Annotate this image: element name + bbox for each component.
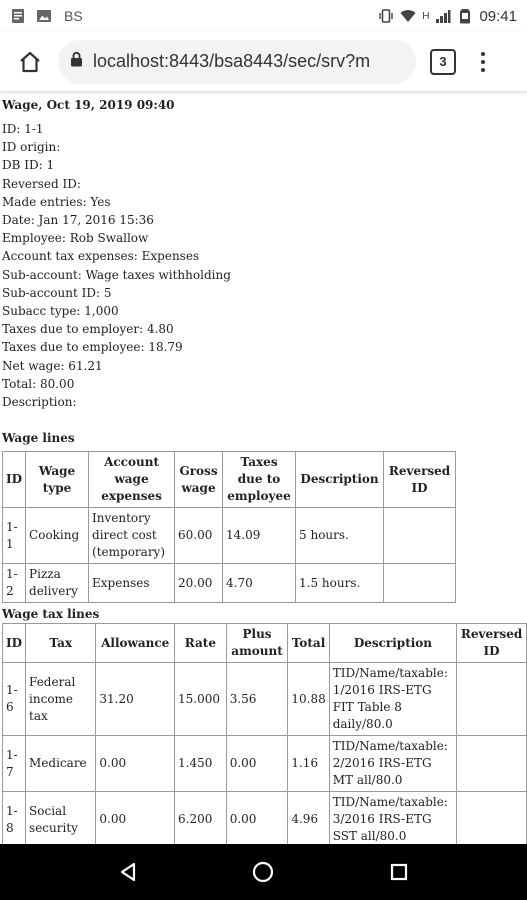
page-title: Wage, Oct 19, 2019 09:40 (2, 98, 175, 112)
home-button[interactable] (10, 42, 50, 82)
field-account-tax-expenses: Account tax expenses: Expenses (2, 249, 200, 264)
table-cell: 20.00 (175, 564, 223, 603)
column-header: Taxes due to employee (223, 452, 296, 508)
table-cell: 1-8 (3, 792, 26, 844)
field-taxes-due-employee: Taxes due to employee: 18.79 (2, 340, 183, 355)
field-date: Date: Jan 17, 2016 15:36 (2, 213, 154, 228)
table-cell: 4.96 (288, 792, 329, 844)
column-header: Account wage expenses (89, 452, 175, 508)
field-description: Description: (2, 395, 77, 410)
table-row (3, 564, 456, 603)
table-cell: 3.56 (226, 663, 288, 736)
field-sub-account: Sub-account: Wage taxes withholding (2, 267, 231, 282)
table-cell: 1-7 (3, 736, 26, 792)
table-cell: 10.88 (288, 663, 329, 736)
document-icon (10, 8, 26, 24)
table-cell: 1-1 (3, 508, 26, 564)
page-content (0, 92, 527, 844)
home-icon (18, 50, 42, 74)
table-cell: 0.00 (96, 736, 175, 792)
field-reversed-id: Reversed ID: (2, 176, 81, 191)
table-cell: 0.00 (96, 792, 175, 844)
table-row (3, 663, 527, 736)
browser-toolbar (0, 32, 527, 92)
column-header: Description (329, 624, 456, 663)
vibrate-icon (378, 8, 394, 24)
url-text: localhost:8443/bsa8443/sec/srv?m (93, 51, 371, 71)
tab-count: 3 (439, 54, 447, 69)
field-made-entries: Made entries: Yes (2, 194, 111, 209)
home-circle-icon (251, 860, 275, 884)
table-cell: Pizza delivery (26, 564, 89, 603)
table-cell: Inventory direct cost (temporary) (89, 508, 175, 564)
table-row (3, 736, 527, 792)
table-cell: Expenses (89, 564, 175, 603)
home-nav-button[interactable] (243, 852, 283, 892)
table-cell: 0.00 (226, 792, 288, 844)
system-nav-bar (0, 844, 527, 900)
table-cell (457, 663, 527, 736)
field-id: ID: 1-1 (2, 122, 44, 136)
table-cell: 15.000 (175, 663, 227, 736)
field-employee: Employee: Rob Swallow (2, 231, 149, 246)
status-time: 09:41 (479, 7, 517, 25)
field-id-origin: ID origin: (2, 140, 61, 155)
table-cell: Medicare (26, 736, 96, 792)
column-header: Plus amount (226, 624, 288, 663)
column-header: Description (296, 452, 384, 508)
table-cell: Cooking (26, 508, 89, 564)
column-header: Rate (175, 624, 227, 663)
status-bar (0, 0, 527, 32)
table-cell: TID/Name/taxable: 2/2016 IRS-ETG MT all/80.0 (329, 736, 456, 792)
table-cell: Social security (26, 792, 96, 844)
column-header: Reversed ID (457, 624, 527, 663)
table-row (3, 792, 527, 844)
column-header: Total (288, 624, 329, 663)
field-taxes-due-employer: Taxes due to employer: 4.80 (2, 322, 174, 337)
field-sub-account-id: Sub-account ID: 5 (2, 285, 112, 300)
tab-switcher-button[interactable] (430, 49, 456, 75)
table-header-row (3, 624, 527, 663)
column-header: Gross wage (175, 452, 223, 508)
wage-lines-table (2, 451, 456, 603)
carrier-label: BS (64, 8, 83, 24)
column-header: ID (3, 452, 26, 508)
back-button[interactable] (108, 852, 148, 892)
column-header: Allowance (96, 624, 175, 663)
table-cell (384, 508, 456, 564)
table-cell: 4.70 (223, 564, 296, 603)
table-cell: TID/Name/taxable: 3/2016 IRS-ETG SST all/80.0 (329, 792, 456, 844)
table-row (3, 508, 456, 564)
table-header-row (3, 452, 456, 508)
wage-fields (2, 120, 527, 411)
field-db-id: DB ID: 1 (2, 158, 55, 173)
table-cell: 31.20 (96, 663, 175, 736)
image-icon (36, 8, 52, 24)
address-bar[interactable] (58, 40, 416, 84)
overflow-menu-button[interactable] (478, 49, 488, 75)
field-net-wage: Net wage: 61.21 (2, 358, 103, 373)
table-cell: 1-2 (3, 564, 26, 603)
table-cell: 14.09 (223, 508, 296, 564)
recents-icon (389, 862, 409, 882)
table-cell: 1-6 (3, 663, 26, 736)
more-vert-icon (481, 52, 485, 56)
table-cell (457, 736, 527, 792)
table-cell: Federal income tax (26, 663, 96, 736)
table-cell: 1.5 hours. (296, 564, 384, 603)
table-cell: TID/Name/taxable: 1/2016 IRS-ETG FIT Table 8 daily/80.0 (329, 663, 456, 736)
table-cell: 1.16 (288, 736, 329, 792)
column-header: ID (3, 624, 26, 663)
column-header: Wage type (26, 452, 89, 508)
table-cell: 1.450 (175, 736, 227, 792)
recents-button[interactable] (379, 852, 419, 892)
wage-lines-title: Wage lines (2, 431, 75, 446)
column-header: Tax (26, 624, 96, 663)
wage-tax-lines-table (2, 623, 527, 844)
table-cell (384, 564, 456, 603)
field-total: Total: 80.00 (2, 376, 75, 391)
network-type-label: H (422, 10, 430, 22)
back-icon (117, 861, 139, 883)
wifi-icon (400, 8, 416, 24)
signal-icon (435, 8, 451, 24)
lock-icon (70, 51, 83, 72)
battery-icon (457, 8, 473, 24)
column-header: Reversed ID (384, 452, 456, 508)
table-cell: 5 hours. (296, 508, 384, 564)
wage-tax-lines-title: Wage tax lines (2, 607, 100, 622)
table-cell (457, 792, 527, 844)
table-cell: 6.200 (175, 792, 227, 844)
table-cell: 60.00 (175, 508, 223, 564)
field-subacc-type: Subacc type: 1,000 (2, 304, 119, 319)
table-cell: 0.00 (226, 736, 288, 792)
